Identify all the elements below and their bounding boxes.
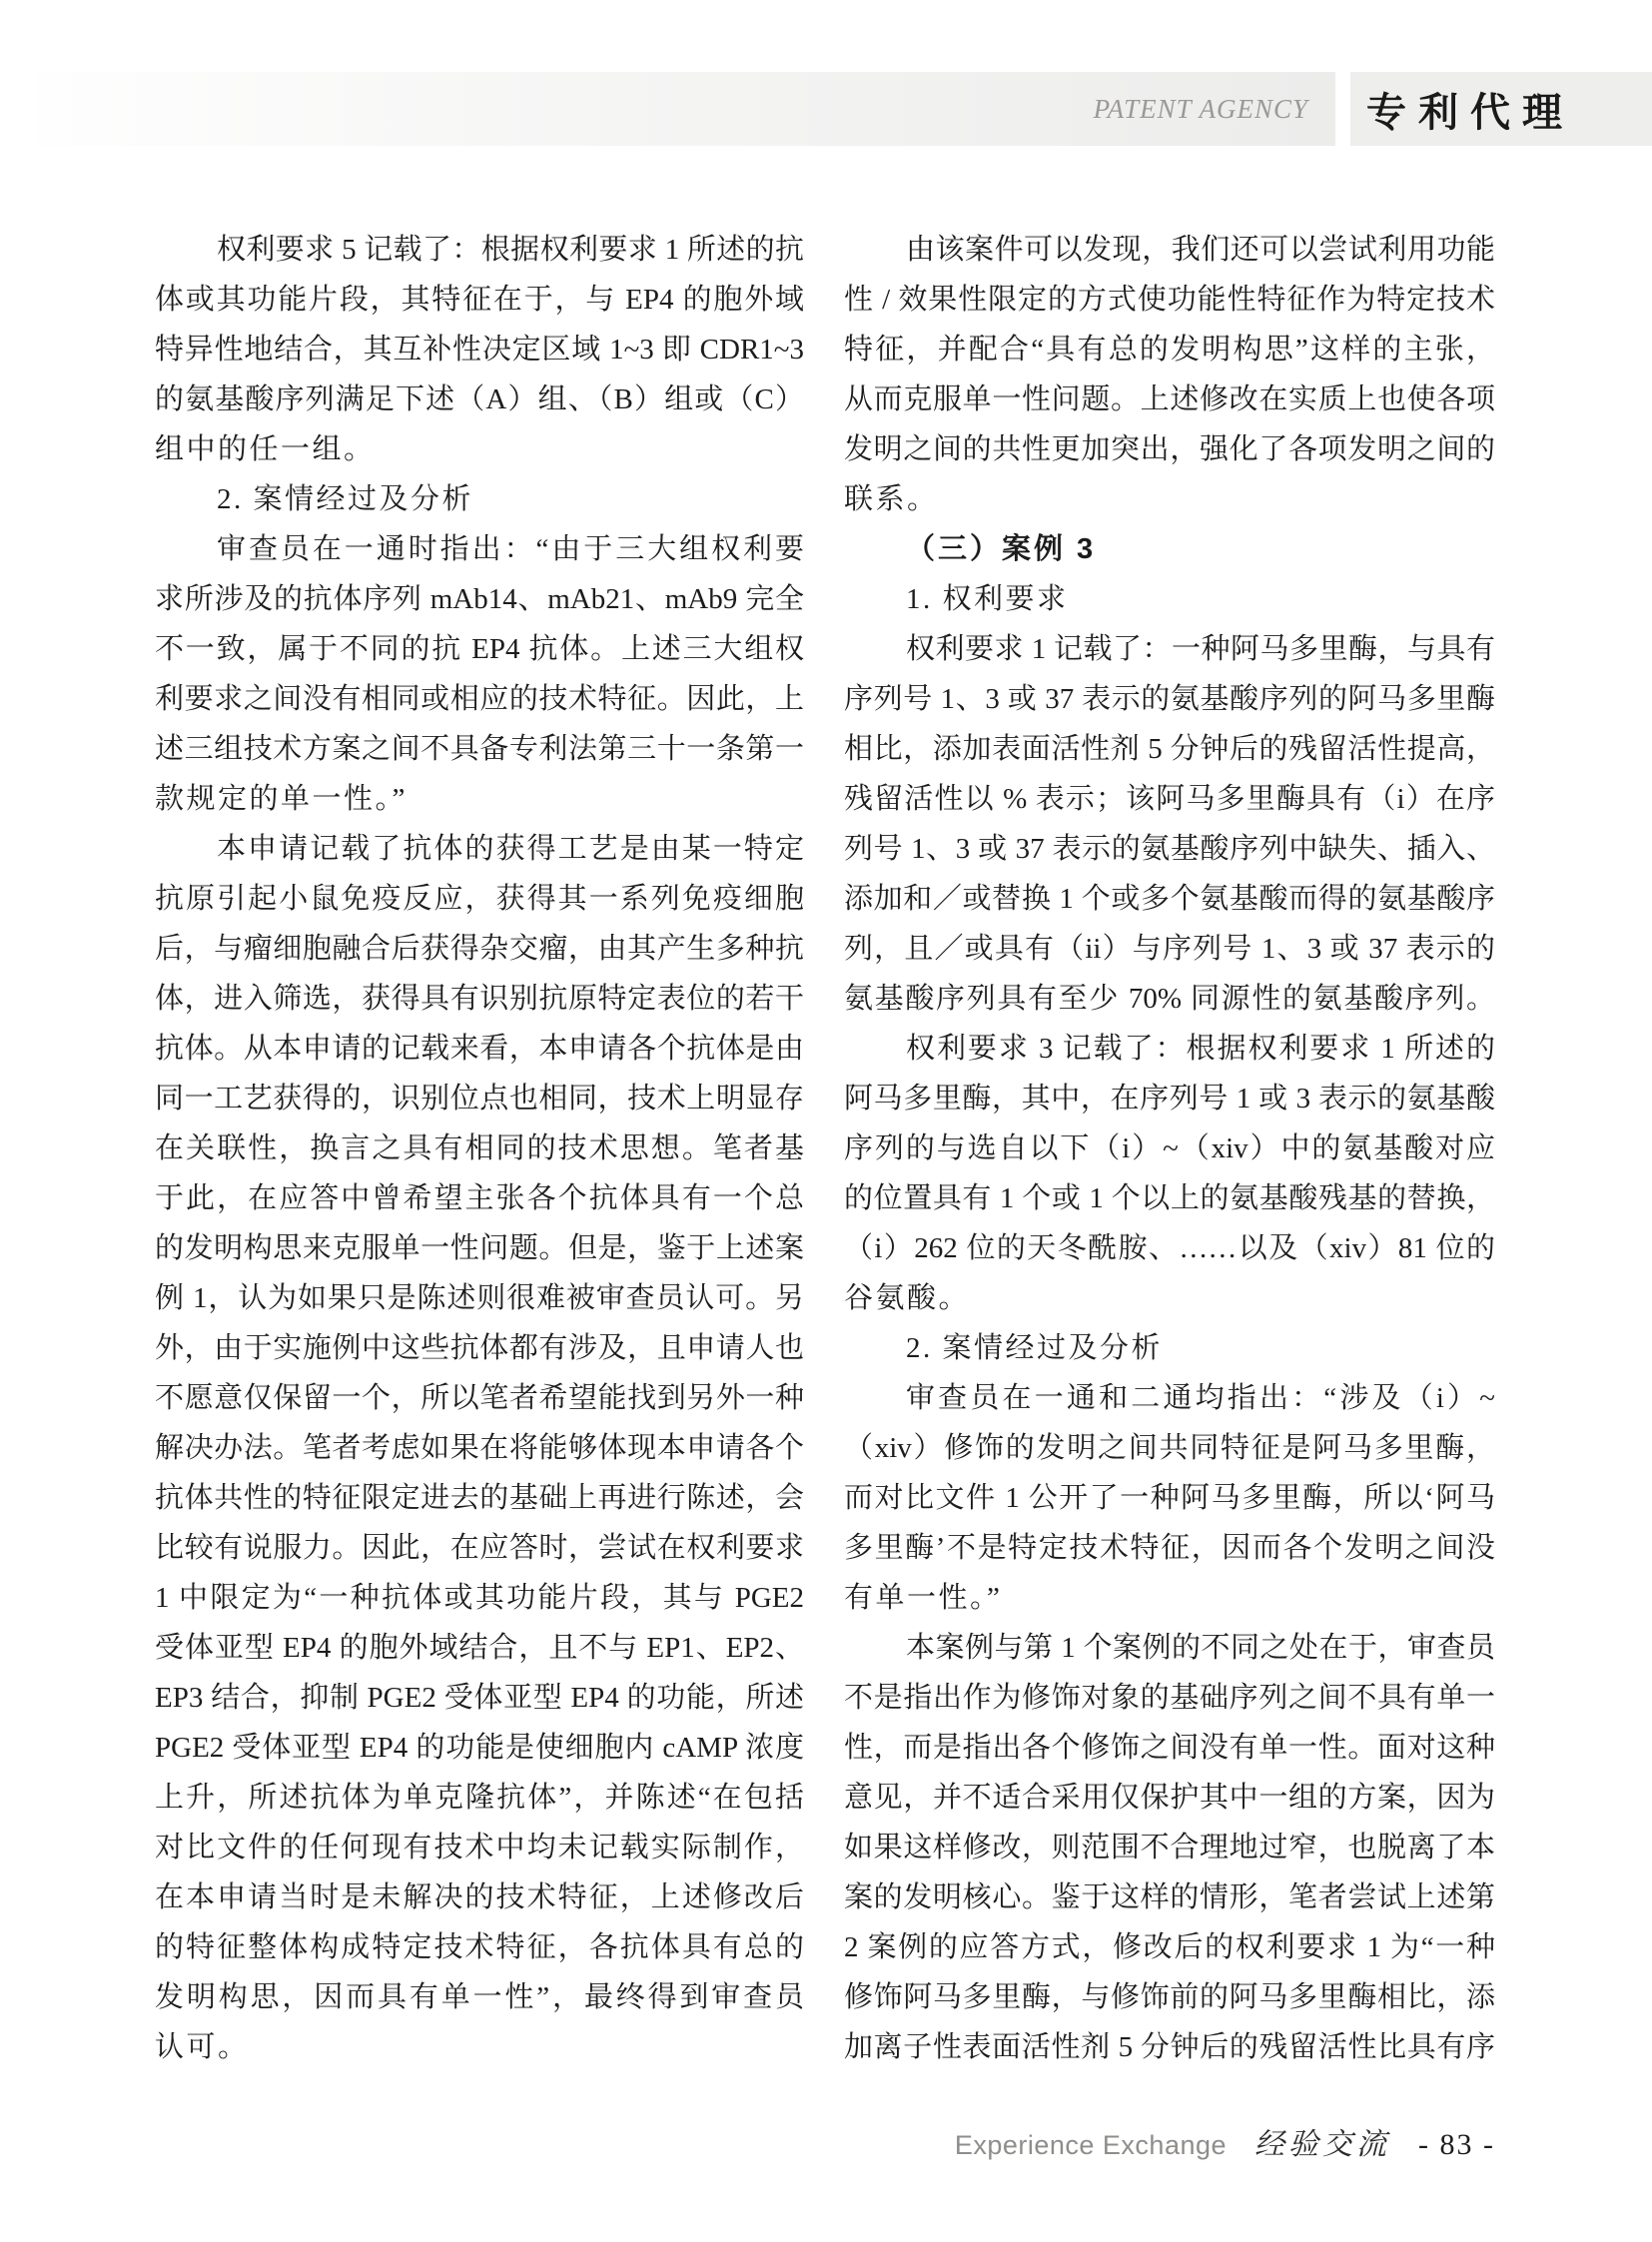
text-line: PGE2 受体亚型 EP4 的功能是使细胞内 cAMP 浓度 [155, 1732, 804, 1764]
text-line: 不一致，属于不同的抗 EP4 抗体。上述三大组权 [155, 633, 804, 665]
footer-section-english: Experience Exchange [954, 2130, 1228, 2160]
text-line: 抗体共性的特征限定进去的基础上再进行陈述，会 [155, 1482, 804, 1514]
text-line: EP3 结合，抑制 PGE2 受体亚型 EP4 的功能，所述 [155, 1682, 804, 1714]
text-line: 加离子性表面活性剂 5 分钟后的残留活性比具有序 [844, 2031, 1495, 2063]
text-line: 体或其功能片段，其特征在于，与 EP4 的胞外域 [155, 284, 804, 316]
text-line: 相比，添加表面活性剂 5 分钟后的残留活性提高， [844, 733, 1495, 765]
text-line: 同一工艺获得的，识别位点也相同，技术上明显存 [155, 1083, 804, 1115]
header-bar-section [1350, 72, 1652, 146]
text-line: 述三组技术方案之间不具备专利法第三十一条第一 [155, 733, 804, 765]
journal-title-chinese: 专利代理 [1366, 90, 1574, 135]
header-bar [35, 72, 1335, 146]
text-line: 受体亚型 EP4 的胞外域结合，且不与 EP1、EP2、 [155, 1632, 804, 1664]
text-line: 抗原引起小鼠免疫反应，获得其一系列免疫细胞 [155, 883, 804, 915]
text-line: 发明构思，因而具有单一性”，最终得到审查员 [155, 1981, 804, 2013]
text-line: 例 1，认为如果只是陈述则很难被审查员认可。另 [155, 1282, 804, 1314]
text-line: 款规定的单一性。” [155, 783, 408, 815]
text-line: 上升，所述抗体为单克隆抗体”，并陈述“在包括 [155, 1782, 804, 1814]
text-line: 谷氨酸。 [844, 1282, 971, 1314]
text-line: 外，由于实施例中这些抗体都有涉及，且申请人也 [155, 1332, 804, 1364]
text-line: 特征，并配合“具有总的发明构思”这样的主张， [844, 334, 1495, 366]
text-line: 2. 案情经过及分析 [906, 1332, 1164, 1364]
text-line: 由该案件可以发现，我们还可以尝试利用功能 [906, 234, 1495, 266]
text-line: 从而克服单一性问题。上述修改在实质上也使各项 [844, 383, 1495, 415]
text-line: 本案例与第 1 个案例的不同之处在于，审查员 [906, 1632, 1495, 1664]
text-line: 发明之间的共性更加突出，强化了各项发明之间的 [844, 433, 1495, 465]
text-line: 不愿意仅保留一个，所以笔者希望能找到另外一种 [155, 1382, 804, 1414]
text-line: 多里酶’不是特定技术特征，因而各个发明之间没 [844, 1532, 1495, 1564]
text-line: 权利要求 5 记载了：根据权利要求 1 所述的抗 [217, 234, 804, 266]
text-line: 意见，并不适合采用仅保护其中一组的方案，因为 [844, 1782, 1495, 1814]
text-line: 在本申请当时是未解决的技术特征，上述修改后 [155, 1881, 804, 1913]
text-line: 审查员在一通和二通均指出：“涉及（i）~ [906, 1382, 1495, 1414]
text-line: 的位置具有 1 个或 1 个以上的氨基酸残基的替换， [844, 1182, 1495, 1214]
text-line: 阿马多里酶，其中，在序列号 1 或 3 表示的氨基酸 [844, 1083, 1495, 1115]
text-line: 案的发明核心。鉴于这样的情形，笔者尝试上述第 [844, 1881, 1495, 1913]
text-line: 如果这样修改，则范围不合理地过窄，也脱离了本 [844, 1832, 1495, 1864]
text-line: 权利要求 1 记载了：一种阿马多里酶，与具有 [906, 633, 1495, 665]
page-footer [844, 2119, 1495, 2163]
text-line: 抗体。从本申请的记载来看，本申请各个抗体是由 [155, 1033, 804, 1065]
article-body [155, 225, 1495, 2072]
text-line: （i）262 位的天冬酰胺、……以及（xiv）81 位的 [844, 1232, 1495, 1264]
text-line: 2. 案情经过及分析 [217, 483, 474, 515]
text-line: 性 / 效果性限定的方式使功能性特征作为特定技术 [844, 284, 1495, 316]
text-line: 1 中限定为“一种抗体或其功能片段，其与 PGE2 [155, 1582, 804, 1614]
text-line: 联系。 [844, 483, 939, 515]
text-line: 后，与瘤细胞融合后获得杂交瘤，由其产生多种抗 [155, 933, 804, 965]
text-line: 列，且／或具有（ii）与序列号 1、3 或 37 表示的 [844, 933, 1495, 965]
text-column-left [155, 225, 804, 2072]
text-line: 有单一性。” [844, 1582, 1003, 1614]
page-number: - 83 - [1418, 2128, 1495, 2161]
text-line: 的发明构思来克服单一性问题。但是，鉴于上述案 [155, 1232, 804, 1264]
text-line: 的特征整体构成特定技术特征，各抗体具有总的 [155, 1931, 804, 1963]
text-line: 比较有说服力。因此，在应答时，尝试在权利要求 [155, 1532, 804, 1564]
text-column-right [844, 225, 1495, 2072]
text-line: （三）案例 3 [906, 533, 1097, 565]
text-line: 对比文件的任何现有技术中均未记载实际制作， [155, 1832, 804, 1864]
text-line: 添加和／或替换 1 个或多个氨基酸而得的氨基酸序 [844, 883, 1495, 915]
text-line: 权利要求 3 记载了：根据权利要求 1 所述的 [906, 1033, 1495, 1065]
footer-section-chinese: 经验交流 [1254, 2128, 1391, 2161]
text-line: 1. 权利要求 [906, 583, 1069, 615]
text-line: （xiv）修饰的发明之间共同特征是阿马多里酶， [844, 1432, 1495, 1464]
text-line: 残留活性以 % 表示；该阿马多里酶具有（i）在序 [844, 783, 1495, 815]
text-line: 的氨基酸序列满足下述（A）组、（B）组或（C） [155, 383, 804, 415]
text-line: 性，而是指出各个修饰之间没有单一性。面对这种 [844, 1732, 1495, 1764]
text-line: 认可。 [155, 2031, 250, 2063]
text-line: 2 案例的应答方式，修改后的权利要求 1 为“一种 [844, 1931, 1495, 1963]
text-line: 解决办法。笔者考虑如果在将能够体现本申请各个 [155, 1432, 804, 1464]
text-line: 不是指出作为修饰对象的基础序列之间不具有单一 [844, 1682, 1495, 1714]
text-line: 修饰阿马多里酶，与修饰前的阿马多里酶相比，添 [844, 1981, 1495, 2013]
text-line: 利要求之间没有相同或相应的技术特征。因此，上 [155, 683, 804, 715]
text-line: 序列号 1、3 或 37 表示的氨基酸序列的阿马多里酶 [844, 683, 1495, 715]
text-line: 求所涉及的抗体序列 mAb14、mAb21、mAb9 完全 [155, 583, 804, 615]
text-line: 序列的与选自以下（i）~（xiv）中的氨基酸对应 [844, 1132, 1495, 1164]
text-line: 于此，在应答中曾希望主张各个抗体具有一个总 [155, 1182, 804, 1214]
text-line: 组中的任一组。 [155, 433, 376, 465]
text-line: 特异性地结合，其互补性决定区域 1~3 即 CDR1~3 [155, 334, 804, 366]
text-line: 体，进入筛选，获得具有识别抗原特定表位的若干 [155, 983, 804, 1015]
text-line: 本申请记载了抗体的获得工艺是由某一特定 [217, 833, 804, 865]
journal-title-english: PATENT AGENCY [1093, 93, 1308, 124]
text-line: 而对比文件 1 公开了一种阿马多里酶，所以‘阿马 [844, 1482, 1495, 1514]
text-line: 氨基酸序列具有至少 70% 同源性的氨基酸序列。 [844, 983, 1495, 1015]
text-line: 列号 1、3 或 37 表示的氨基酸序列中缺失、插入、 [844, 833, 1495, 865]
text-line: 在关联性，换言之具有相同的技术思想。笔者基 [155, 1132, 804, 1164]
text-line: 审查员在一通时指出：“由于三大组权利要 [217, 533, 804, 565]
